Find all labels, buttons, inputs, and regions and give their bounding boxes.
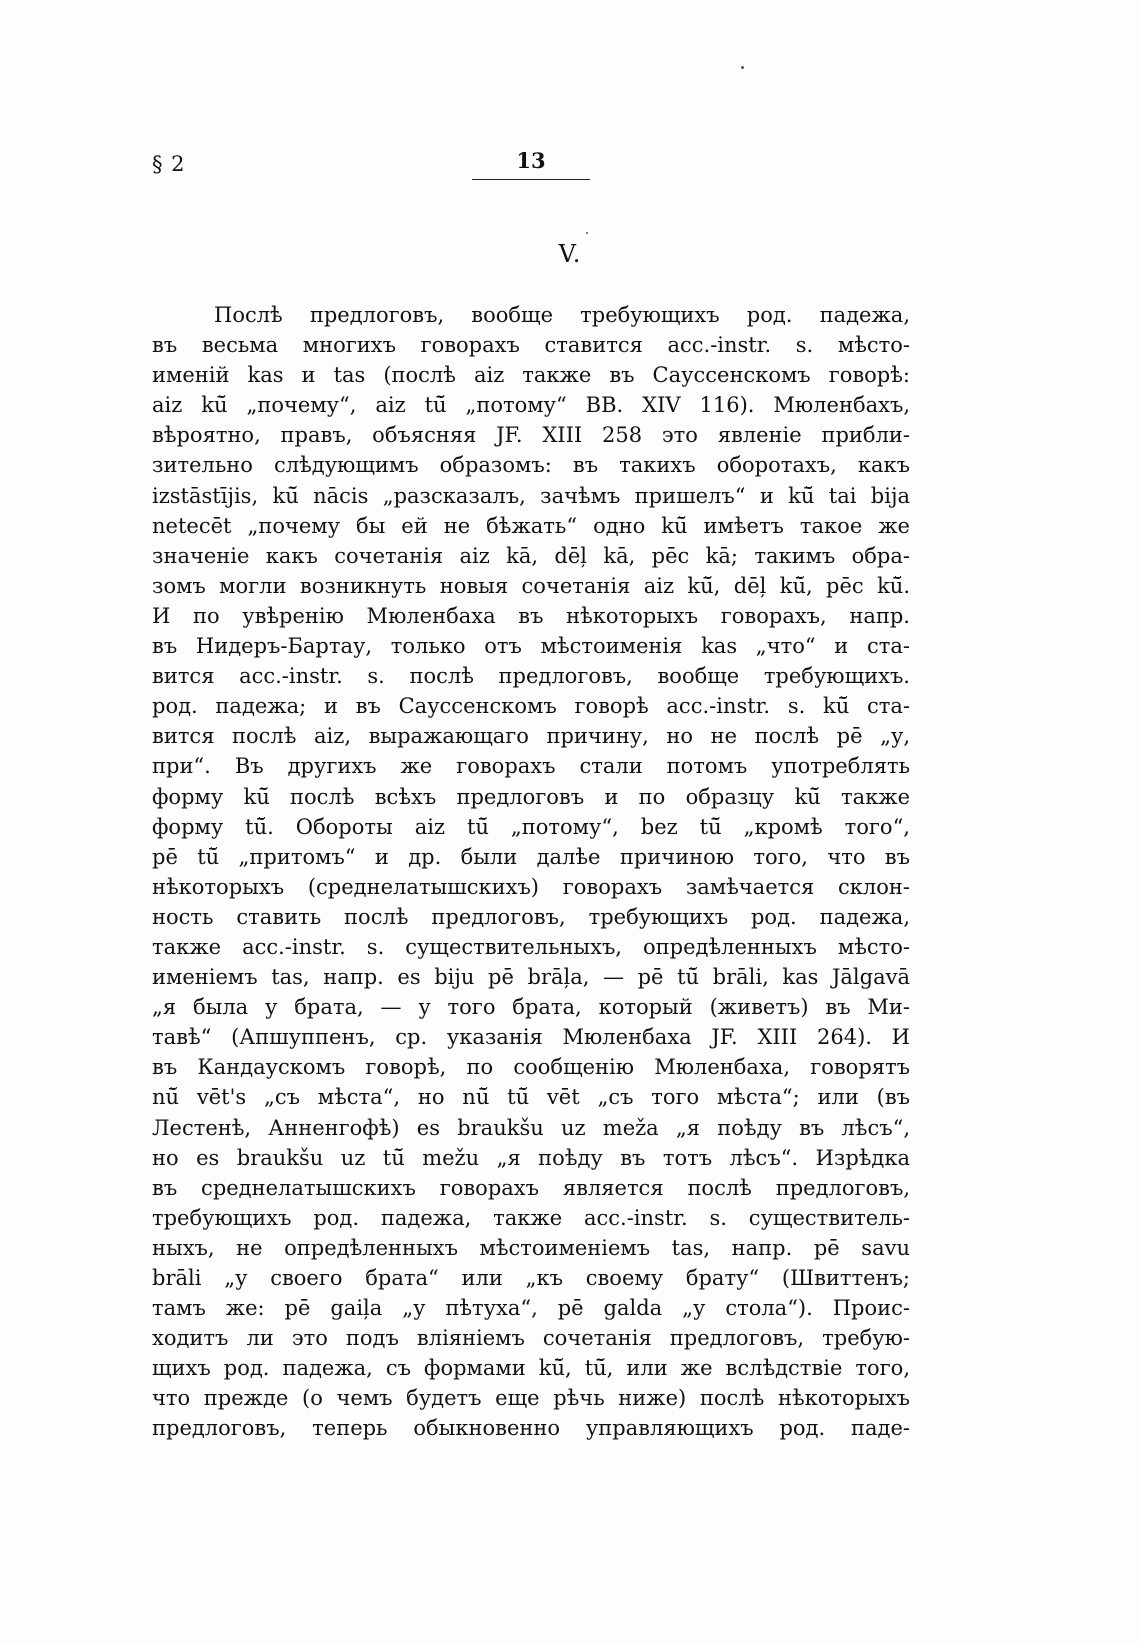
text-line: именій kas и tas (послѣ aiz также въ Сауссенскомъ говорѣ: xyxy=(152,363,910,388)
text-line: при“. Въ другихъ же говорахъ стали потомъ употреблять xyxy=(152,754,910,779)
text-line: тавѣ“ (Апшуппенъ, ср. указанія Мюленбаха JF. XIII 264). И xyxy=(152,1025,910,1050)
text-line: род. падежа; и въ Сауссенскомъ говорѣ acc.-instr. s. kū̆ ста- xyxy=(152,694,910,719)
text-line: въ весьма многихъ говорахъ ставится acc.-instr. s. мѣсто- xyxy=(152,333,910,358)
text-line: nū̆ vēt's „съ мѣста“, но nū̆ tū̆ vēt „съ того мѣста“; или (въ xyxy=(152,1085,910,1110)
text-line: тамъ же: pē gaiļa „у пѣтуха“, pē galda „у стола“). Проис- xyxy=(152,1296,910,1321)
chapter-title: V. xyxy=(558,240,582,268)
text-line: нѣкоторыхъ (среднелатышскихъ) говорахъ замѣчается склон- xyxy=(152,874,910,899)
body-paragraph xyxy=(152,300,910,1444)
text-line: izstāstījis, kū̆ nācis „разсказалъ, зачѣмъ пришелъ“ и kū̆ tai bija xyxy=(152,483,910,508)
print-speck xyxy=(586,232,588,234)
text-line: netecēt „почему бы ей не бѣжать“ одно kū̆ имѣетъ такое же xyxy=(152,513,910,538)
text-line: вится послѣ aiz, выражающаго причину, но не послѣ pē „у, xyxy=(152,724,910,749)
text-line: требующихъ род. падежа, также acc.-instr. s. существитель- xyxy=(152,1205,910,1230)
text-line: pē tū̆ „притомъ“ и др. были далѣе причиною того, что въ xyxy=(152,844,910,869)
section-marker: § 2 xyxy=(152,152,186,176)
text-line: предлоговъ, теперь обыкновенно управляющихъ род. паде- xyxy=(152,1416,910,1441)
text-line: ныхъ, не опредѣленныхъ мѣстоименіемъ tas, напр. pē savu xyxy=(152,1235,910,1260)
text-line: форму kū̆ послѣ всѣхъ предлоговъ и по образцу kū̆ также xyxy=(152,784,910,809)
page-number: 13 xyxy=(516,148,546,173)
text-line: щихъ род. падежа, съ формами kū̆, tū̆, или же вслѣдствіе того, xyxy=(152,1356,910,1381)
text-line: въ Нидеръ-Бартау, только отъ мѣстоименія kas „что“ и ста- xyxy=(152,634,910,659)
text-line: Лестенѣ, Анненгофѣ) es braukšu uz meža „я поѣду въ лѣсъ“, xyxy=(152,1115,910,1140)
text-line: именіемъ tas, напр. es biju pē brāļa, — pē tū̆ brāli, kas Jālgavā xyxy=(152,965,910,990)
text-line: въ среднелатышскихъ говорахъ является послѣ предлоговъ, xyxy=(152,1175,910,1200)
text-line: brāli „у своего брата“ или „къ своему брату“ (Швиттенъ; xyxy=(152,1266,910,1290)
text-line: вится acc.-instr. s. послѣ предлоговъ, вообще требующихъ. xyxy=(152,664,910,689)
text-line: форму tū̆. Обороты aiz tū̆ „потому“, bez tū̆ „кромѣ того“, xyxy=(152,814,910,839)
text-line: зомъ могли возникнуть новыя сочетанія aiz kū̆, dēļ kū̆, pēc kū̆. xyxy=(152,573,910,598)
text-line: aiz kū̆ „почему“, aiz tū̆ „потому“ BB. XIV 116). Мюленбахъ, xyxy=(152,393,910,418)
text-line: И по увѣренію Мюленбаха въ нѣкоторыхъ говорахъ, напр. xyxy=(152,603,910,628)
text-line: ходитъ ли это подъ вліяніемъ сочетанія предлоговъ, требую- xyxy=(152,1326,910,1351)
page-number-rule xyxy=(472,179,590,180)
print-speck xyxy=(741,66,744,69)
text-line: въ Кандаускомъ говорѣ, по сообщенію Мюленбаха, говорятъ xyxy=(152,1055,910,1080)
text-line: также acc.-instr. s. существительныхъ, опредѣленныхъ мѣсто- xyxy=(152,934,910,959)
text-line: Послѣ предлоговъ, вообще требующихъ род. падежа, xyxy=(214,303,910,327)
text-line: ность ставить послѣ предлоговъ, требующихъ род. падежа, xyxy=(152,904,910,929)
text-line: но es braukšu uz tū̆ mežu „я поѣду въ тотъ лѣсъ“. Изрѣдка xyxy=(152,1145,910,1170)
text-line: значеніе какъ сочетанія aiz kā, dēļ kā, pēc kā; такимъ обра- xyxy=(152,543,910,568)
text-line: „я была у брата, — у того брата, который (живетъ) въ Ми- xyxy=(152,995,910,1020)
text-line: что прежде (о чемъ будетъ еще рѣчь ниже) послѣ нѣкоторыхъ xyxy=(152,1386,910,1411)
text-line: вѣроятно, правъ, объясняя JF. XIII 258 это явленіе прибли- xyxy=(152,423,910,448)
text-line: зительно слѣдующимъ образомъ: въ такихъ оборотахъ, какъ xyxy=(152,453,910,478)
